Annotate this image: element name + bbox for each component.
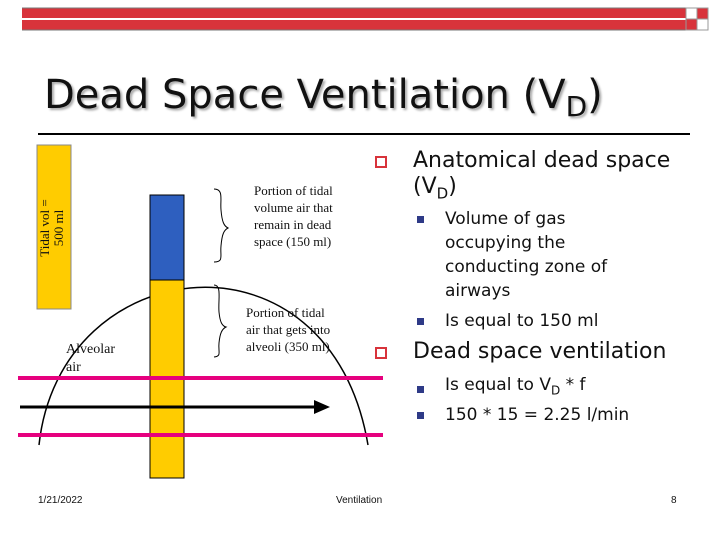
alveoli-brace — [214, 285, 226, 357]
dead-space-label-line: remain in dead — [254, 217, 332, 232]
bullet-dead-space-ventilation: Dead space ventilation — [413, 339, 667, 364]
bullet-anatomical-dead-space — [413, 148, 670, 206]
footer-center: Ventilation — [336, 495, 383, 506]
alveoli-label-line: Portion of tidal — [246, 305, 325, 320]
alveoli-label — [246, 304, 330, 355]
sub-bullet-line: Volume of gas — [445, 209, 566, 229]
vd-end: ) — [448, 174, 457, 199]
bullet-filled — [417, 412, 424, 419]
dead-space-label-line: volume air that — [254, 200, 333, 215]
sub-bullet-equal-150: Is equal to 150 ml — [445, 311, 599, 331]
formula-text: Is equal to V — [445, 375, 551, 395]
dead-space-label-line: space (150 ml) — [254, 234, 332, 249]
vd-text: (V — [413, 174, 437, 199]
alveolar-air-label — [66, 341, 115, 377]
sub-bullet-line: airways — [445, 281, 511, 301]
dead-space-label — [254, 182, 333, 250]
tidal-volume-bar — [37, 145, 71, 309]
alveolar-label-line: air — [66, 360, 81, 375]
footer-date: 1/21/2022 — [38, 495, 83, 506]
footer-page-number: 8 — [671, 495, 677, 506]
sub-bullet-line: occupying the — [445, 233, 566, 253]
bullet-text-line2 — [413, 174, 670, 206]
airflow-arrow-head — [314, 400, 330, 414]
dead-space-brace — [214, 189, 228, 262]
tidal-label-line1: Tidal vol = — [37, 199, 52, 257]
bullet-filled — [417, 318, 424, 325]
dead-space-block — [150, 195, 184, 280]
alveoli-label-line: alveoli (350 ml) — [246, 339, 330, 354]
bullet-square — [375, 156, 387, 168]
title-subscript: D — [565, 90, 588, 123]
sub-bullet-line: conducting zone of — [445, 257, 608, 277]
title-text: Dead Space Ventilation (V — [44, 72, 566, 118]
header-decoration — [0, 0, 720, 38]
sub-bullet-volume-of-gas — [445, 207, 607, 303]
dead-space-diagram — [0, 135, 400, 480]
title-end: ) — [587, 72, 603, 118]
dead-space-label-line: Portion of tidal — [254, 183, 333, 198]
bullet-filled — [417, 216, 424, 223]
vd-subscript: D — [436, 184, 449, 203]
sub-bullet-calculation: 150 * 15 = 2.25 l/min — [445, 405, 630, 425]
slide-title — [44, 72, 603, 123]
bullet-square — [375, 347, 387, 359]
bullet-text-line1: Anatomical dead space — [413, 148, 671, 173]
formula-end: * f — [560, 375, 586, 395]
alveolar-label-line: Alveolar — [66, 342, 115, 357]
bullet-filled — [417, 386, 424, 393]
formula-subscript: D — [550, 383, 561, 398]
sub-bullet-vd-times-f — [445, 373, 586, 402]
tidal-label-line2: 500 ml — [51, 209, 66, 247]
alveoli-label-line: air that gets into — [246, 322, 331, 337]
